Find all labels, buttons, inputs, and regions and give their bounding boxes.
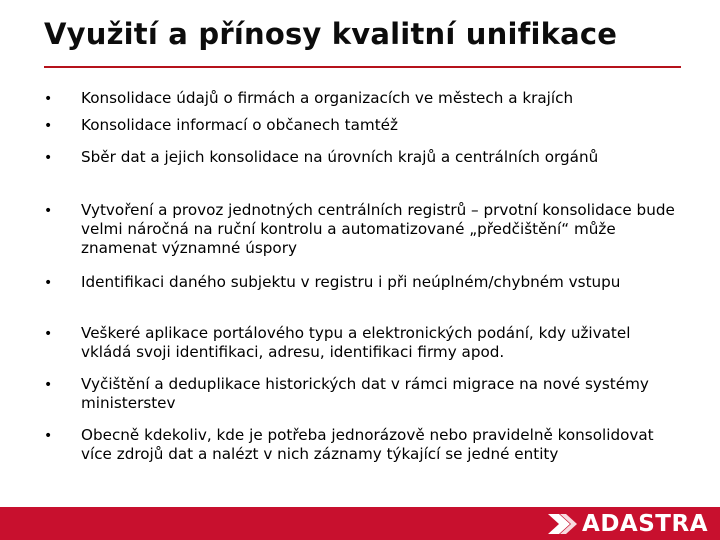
adastra-logo	[548, 512, 708, 536]
bullet-text: Identifikaci daného subjektu v registru i při neúplném/chybném vstupu	[81, 273, 621, 291]
bullet-text: Vyčištění a deduplikace historických dat v rámci migrace na nové systémy ministerstev	[81, 375, 649, 412]
bullet-text: Konsolidace informací o občanech tamtéž	[81, 116, 399, 134]
bullet-dot: •	[44, 203, 53, 219]
bullet-text: Konsolidace údajů o firmách a organizacích ve městech a krajích	[81, 89, 574, 107]
bullet-text: Obecně kdekoliv, kde je potřeba jednorázově nebo pravidelně konsolidovat více zdrojů dat a nalézt v nich záznamy týkající se jedné entity	[81, 426, 654, 463]
logo-text: ADASTRA	[582, 511, 708, 537]
bullet-dot: •	[44, 377, 53, 393]
footer-bar	[0, 507, 720, 540]
bullet-text: Sběr dat a jejich konsolidace na úrovních krajů a centrálních orgánů	[81, 148, 599, 166]
title-divider	[44, 66, 681, 68]
adastra-chevron-logo-icon	[548, 513, 578, 535]
bullet-dot: •	[44, 91, 53, 107]
bullet-dot: •	[44, 150, 53, 166]
bullet-dot: •	[44, 275, 53, 291]
bullet-text: Veškeré aplikace portálového typu a elektronických podání, kdy uživatel vkládá svoji identifikaci, adresu, identifikaci firmy apod.	[81, 324, 631, 361]
bullet-dot: •	[44, 428, 53, 444]
bullet-text: Vytvoření a provoz jednotných centrálních registrů – prvotní konsolidace bude velmi náročná na ruční kontrolu a automatizované „předčištění“ může znamenat významné úspory	[81, 201, 675, 257]
bullet-dot: •	[44, 118, 53, 134]
slide-title: Využití a přínosy kvalitní unifikace	[44, 17, 618, 51]
bullet-dot: •	[44, 326, 53, 342]
